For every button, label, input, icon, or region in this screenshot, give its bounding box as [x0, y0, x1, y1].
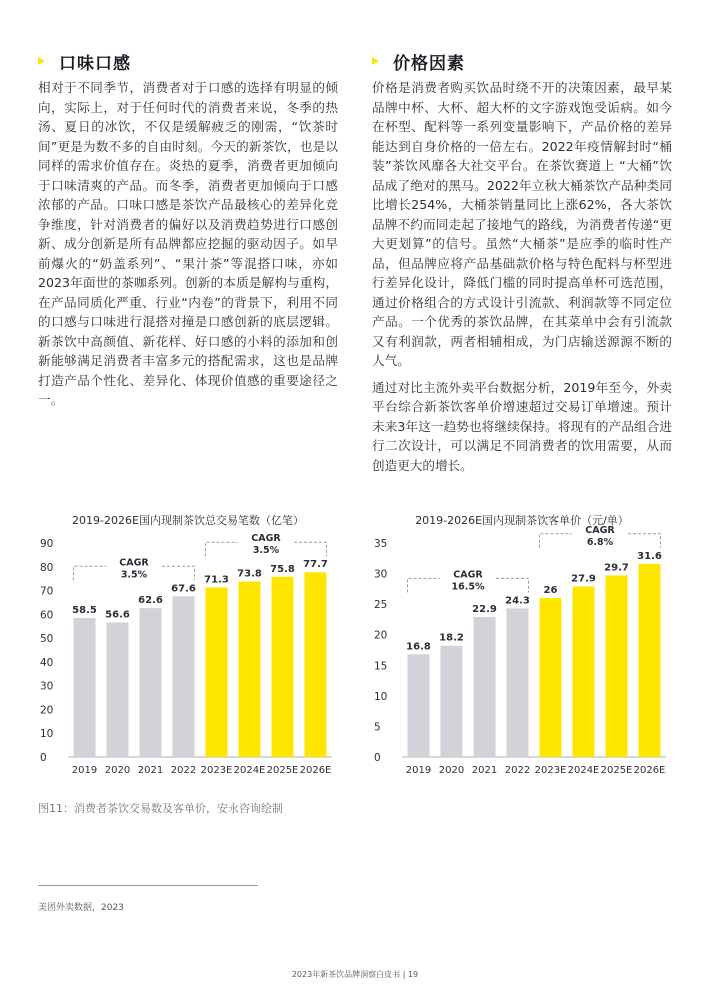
- bar-2022: [507, 608, 529, 757]
- section-heading: [372, 50, 672, 72]
- data-label: 75.8: [270, 563, 295, 575]
- footnote: 美团外卖数据，2023: [38, 903, 124, 913]
- cagr-value: 3.5%: [120, 569, 148, 581]
- y-tick-label: 15: [374, 660, 388, 673]
- y-tick-label: 80: [40, 561, 54, 574]
- y-tick-label: 5: [374, 721, 381, 734]
- y-tick-label: 25: [374, 599, 388, 612]
- x-tick-label: 2022: [504, 765, 531, 776]
- x-tick-label: 2021: [137, 765, 164, 776]
- y-tick-label: 50: [40, 633, 54, 646]
- section-heading: [38, 50, 338, 72]
- bar-2022: [173, 596, 195, 757]
- cagr-label: CAGR: [453, 569, 483, 581]
- cagr-label: CAGR: [251, 533, 281, 545]
- page-footer: 2023年新茶饮品牌洞察白皮书 | 19: [291, 970, 419, 979]
- bar-2023E: [540, 598, 562, 757]
- y-tick-label: 90: [40, 538, 54, 550]
- arrow-bullet-icon: [372, 57, 379, 65]
- cagr-label: CAGR: [119, 557, 149, 569]
- section-taste: [38, 50, 338, 410]
- x-tick-label: 2026E: [299, 765, 332, 776]
- data-label: 18.2: [439, 632, 464, 644]
- x-tick-label: 2020: [438, 765, 465, 776]
- y-tick-label: 0: [40, 752, 47, 764]
- x-tick-label: 2019: [405, 765, 432, 776]
- bar-2025E: [272, 577, 294, 757]
- bar-2025E: [606, 575, 628, 757]
- x-tick-label: 2026E: [633, 765, 666, 776]
- data-label: 22.9: [472, 603, 497, 615]
- x-tick-label: 2020: [104, 765, 131, 776]
- data-label: 16.8: [406, 641, 431, 653]
- bar-2026E: [305, 572, 327, 757]
- data-label: 56.6: [105, 609, 130, 621]
- bar-2019: [74, 618, 96, 757]
- y-tick-label: 0: [374, 752, 381, 764]
- cagr-value: 3.5%: [252, 545, 280, 557]
- data-label: 24.3: [505, 595, 530, 607]
- body-paragraph: 相对于不同季节，消费者对于口感的选择有明显的倾向，实际上，对于任何时代的消费者来说，冬季的热汤、夏日的冰饮，不仅是缓解疲乏的刚需，“饮茶时间”更是为数不多的自由时刻。今天的新茶饮，也是以同样的需求价值存在。炎热的夏季，消费者更加倾向于口味清爽的产品。而冬季，消费者更加倾向于口感浓郁的产品。口味口感是茶饮产品最核心的差异化竞争维度，针对消费者的偏好以及消费趋势进行口感创新、成分创新是所有品牌都应挖掘的驱动因子。如早前爆火的“奶盖系列”、“果汁茶”等混搭口味，亦如2023年面世的茶咖系列。创新的本质是解构与重构，在产品同质化严重、行业“内卷”的背景下，利用不同的口感与口味进行混搭对撞是口感创新的底层逻辑。 新茶饮中高颜值、新花样、好口感的小料的添加和创新能够满足消费者丰富多元的搭配需求，这也是品牌打造产品个性化、差异化、体现价值感的重要途径之一。: [38, 80, 338, 407]
- chart-title: 2019-2026E国内现制茶饮总交易笔数（亿笔）: [72, 514, 304, 527]
- y-tick-label: 70: [40, 585, 54, 598]
- bar-2019: [408, 654, 430, 757]
- y-tick-label: 60: [40, 609, 54, 622]
- x-tick-label: 2023E: [200, 765, 233, 776]
- y-tick-label: 30: [40, 680, 54, 693]
- bar-2020: [107, 622, 129, 757]
- x-tick-label: 2024E: [567, 765, 600, 776]
- bar-2021: [140, 608, 162, 757]
- cagr-value: 16.5%: [451, 581, 485, 593]
- chart-unit-price: [372, 510, 672, 790]
- x-tick-label: 2019: [71, 765, 98, 776]
- section-price: [372, 50, 672, 475]
- y-tick-label: 40: [40, 656, 54, 669]
- bar-2024E: [239, 582, 261, 757]
- footnote-divider: [38, 885, 258, 886]
- chart-title: 2019-2026E国内现制茶饮客单价（元/单）: [415, 514, 629, 527]
- bar-2026E: [639, 564, 661, 757]
- y-tick-label: 20: [40, 704, 54, 717]
- cagr-value: 6.8%: [586, 536, 614, 548]
- bar-2020: [441, 646, 463, 757]
- data-label: 26: [543, 585, 558, 597]
- x-tick-label: 2023E: [534, 765, 567, 776]
- data-label: 71.3: [204, 574, 229, 586]
- bar-chart-transactions: [38, 510, 338, 790]
- bar-2021: [474, 617, 496, 757]
- data-label: 77.7: [303, 559, 328, 571]
- y-tick-label: 35: [374, 538, 388, 550]
- arrow-bullet-icon: [38, 57, 45, 65]
- y-tick-label: 30: [374, 568, 388, 581]
- bar-2023E: [206, 587, 228, 757]
- data-label: 67.6: [171, 583, 196, 595]
- bar-chart-unit-price: [372, 510, 672, 790]
- section-title: 价格因素: [393, 53, 465, 74]
- section-title: 口味口感: [59, 53, 131, 74]
- data-label: 31.6: [637, 550, 662, 562]
- chart-transactions: [38, 510, 338, 790]
- x-tick-label: 2025E: [600, 765, 633, 776]
- x-tick-label: 2025E: [266, 765, 299, 776]
- body-paragraph: 价格是消费者购买饮品时绕不开的决策因素，最早某品牌中杯、大杯、超大杯的文字游戏饱受诟病。如今在杯型、配料等一系列变量影响下，产品价格的差异能达到自身价格的一倍左右。2022年疫情解封时“桶装”茶饮风靡各大社交平台。在茶饮赛道上 “大桶”饮品成了绝对的黑马。2022年立秋大桶茶饮产品种类同比增长254%，大桶茶销量同比上涨62%，各大茶饮品牌不约而同走起了接地气的路线，为消费者传递“更大更划算”的信号。虽然“大桶茶”是应季的临时性产品，但品牌应将产品基础款价格与特色配料与杯型进行差异化设计，降低门槛的同时提高单杯可选范围，通过价格组合的方式设计引流款、利润款等不同定位产品。一个优秀的茶饮品牌，在其菜单中会有引流款又有利润款，两者相辅相成，为门店输送源源不断的人气。: [372, 80, 672, 368]
- y-tick-label: 20: [374, 629, 388, 642]
- body-paragraph: 通过对比主流外卖平台数据分析，2019年至今，外卖平台综合新茶饮客单价增速超过交易订单增速。预计未来3年这一趋势也将继续保持。将现有的产品组合进行二次设计，可以满足不同消费者的饮用需要，从而创造更大的增长。: [372, 379, 672, 473]
- x-tick-label: 2024E: [233, 765, 266, 776]
- y-tick-label: 10: [40, 728, 54, 741]
- figure-caption: 图11：消费者茶饮交易数及客单价，安永咨询绘制: [38, 802, 283, 815]
- x-tick-label: 2022: [170, 765, 197, 776]
- bar-2024E: [573, 586, 595, 757]
- data-label: 29.7: [604, 562, 629, 574]
- data-label: 27.9: [571, 573, 596, 585]
- data-label: 73.8: [237, 568, 262, 580]
- data-label: 62.6: [138, 595, 163, 607]
- cagr-label: CAGR: [585, 524, 615, 536]
- y-tick-label: 10: [374, 690, 388, 703]
- data-label: 58.5: [72, 604, 97, 616]
- x-tick-label: 2021: [471, 765, 498, 776]
